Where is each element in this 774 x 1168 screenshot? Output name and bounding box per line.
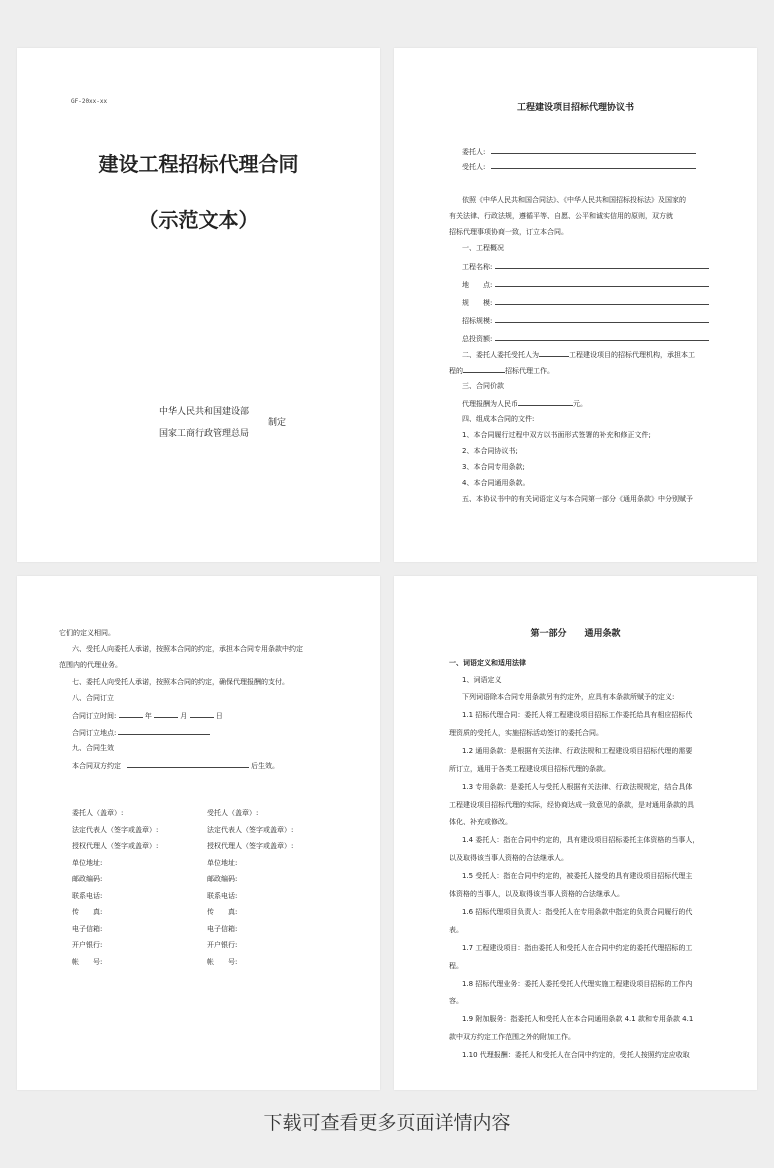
document-code: GF-20xx-xx [71, 98, 108, 105]
client-sign-field: 授权代理人（签字或盖章）: [72, 842, 159, 850]
client-line [491, 146, 696, 154]
p3-line-5: 八、合同订立 [72, 694, 114, 702]
definitions-intro: 下列词语除本合同专用条款另有约定外，应具有本条款所赋予的定义: [462, 693, 675, 701]
definition-line: 1.10 代理报酬：委托人和受托人在合同中约定的，受托人按照约定应收取 [462, 1051, 690, 1060]
fee-label: 代理报酬为人民币 [462, 400, 518, 408]
investment-line [495, 333, 709, 341]
section-3-heading: 三、合同价款 [462, 382, 504, 390]
definition-line: 1.3 专用条款：是委托人与受托人根据有关法律、行政法规规定，结合具体 [462, 782, 693, 791]
p3-line-1: 它们的定义相同。 [59, 629, 115, 637]
client-sign-field: 邮政编码: [72, 875, 103, 883]
definition-line: 体资格的当事人，以及取得该当事人资格的合法继承人。 [449, 890, 624, 898]
effective-suffix: 后生效。 [251, 762, 279, 770]
client-sign-field: 开户银行: [72, 941, 103, 949]
location-line [495, 279, 709, 287]
issued-label: 制定 [268, 418, 287, 428]
client-sign-field: 帐 号: [72, 957, 103, 966]
document-item-1: 1、本合同履行过程中双方以书面形式签署的补充和修正文件; [462, 431, 651, 439]
scale-line [495, 297, 709, 305]
tender-scope-line [495, 315, 709, 323]
definition-line: 款中双方约定工作范围之外的附加工作。 [449, 1033, 575, 1042]
document-item-2: 2、本合同协议书; [462, 447, 518, 455]
section-2-part-b: 工程建设项目的招标代理机构，承担本工 [569, 351, 695, 359]
year-line [119, 710, 143, 718]
definition-line: 1.5 受托人：指在合同中约定的，被委托人接受的具有建设项目招标代理主 [462, 872, 693, 881]
definition-line: 程。 [449, 961, 463, 970]
sign-place-line [118, 727, 210, 735]
definition-line: 1.9 附加服务：指委托人和受托人在本合同通用条款 4.1 款和专用条款 4.1 [462, 1015, 694, 1024]
definition-line: 1.7 工程建设项目：指由委托人和受托人在合同中约定的委托代理招标的工 [462, 943, 693, 952]
general-terms-title: 第一部分 通用条款 [530, 629, 621, 639]
issuer-ministry: 中华人民共和国建设部 [159, 407, 250, 417]
agent-sign-field: 受托人（盖章）: [207, 809, 259, 817]
sign-place-label: 合同订立地点: [72, 729, 117, 737]
agent-sign-field: 电子信箱: [207, 924, 238, 933]
definition-line: 工程建设项目招标代理的实际，经协商达成一致意见的条款，是对通用条款的具 [449, 800, 694, 809]
page-signatures [17, 576, 380, 1090]
sign-time-label: 合同订立时间: [72, 712, 117, 720]
client-sign-field: 联系电话: [72, 891, 103, 900]
agreement-title: 工程建设项目招标代理协议书 [516, 103, 634, 113]
section-1-heading: 一、工程概况 [462, 244, 504, 252]
p3-line-6: 九、合同生效 [72, 744, 114, 752]
cover-subtitle: （示范文本） [138, 208, 259, 232]
project-name-label: 工程名称: [462, 263, 493, 271]
day-line [190, 710, 214, 718]
month-line [154, 710, 178, 718]
definitions-subheading: 1、词语定义 [462, 676, 502, 684]
cover-title: 建设工程招标代理合同 [98, 152, 299, 176]
section-2-part-c: 程的 [449, 367, 463, 375]
intro-line-1: 依照《中华人民共和国合同法》、《中华人民共和国招标投标法》及国家的 [462, 196, 686, 204]
definition-line: 1.2 通用条款：是根据有关法律、行政法规和工程建设项目招标代理的需要 [462, 746, 693, 755]
definition-line: 容。 [449, 997, 463, 1006]
section-5-text: 五、本协议书中的有关词语定义与本合同第一部分《通用条款》中分别赋予 [462, 495, 693, 503]
definition-line: 体化、补充或修改。 [449, 818, 512, 827]
agent-line [491, 161, 696, 169]
client-label: 委托人: [462, 148, 486, 156]
download-more-caption: 下载可查看更多页面详情内容 [263, 1112, 511, 1134]
definitions-heading: 一、词语定义和适用法律 [449, 659, 526, 667]
definition-line: 1.8 招标代理业务：委托人委托受托人代理实施工程建设项目招标的工作内 [462, 979, 693, 988]
scale-label: 规 模: [462, 299, 493, 307]
p3-line-4: 七、委托人向受托人承诺，按照本合同的约定，确保代理报酬的支付。 [72, 678, 289, 686]
page-agreement [394, 48, 757, 562]
project-name-line [495, 261, 709, 269]
document-item-4: 4、本合同通用条款。 [462, 479, 530, 487]
definition-line: 1.1 招标代理合同：委托人将工程建设项目招标工作委托给具有相应招标代 [462, 711, 693, 719]
client-sign-field: 委托人（盖章）: [72, 809, 124, 817]
document-item-3: 3、本合同专用条款; [462, 463, 525, 471]
day-label: 日 [215, 712, 223, 720]
fee-unit: 元。 [573, 400, 587, 408]
tender-scope-label: 招标规模: [462, 317, 493, 325]
agent-sign-field: 联系电话: [207, 891, 238, 900]
agent-sign-field: 授权代理人（签字或盖章）: [207, 842, 294, 850]
p3-line-3: 范围内的代理业务。 [59, 661, 122, 669]
client-sign-field: 传 真: [72, 908, 103, 916]
definition-line: 1.6 招标代理项目负责人：指受托人在专用条款中指定的负责合同履行的代 [462, 907, 693, 916]
issuer-administration: 国家工商行政管理总局 [159, 429, 250, 439]
location-label: 地 点: [462, 281, 493, 289]
definition-line: 1.4 委托人：指在合同中约定的，具有建设项目招标委托主体资格的当事人， [462, 836, 700, 845]
effective-line [127, 760, 249, 768]
section-2-part-d: 招标代理工作。 [505, 367, 554, 375]
client-sign-field: 法定代表人（签字或盖章）: [72, 825, 159, 834]
page-general-terms [394, 576, 757, 1090]
agent-sign-field: 帐 号: [207, 957, 238, 966]
fee-line [518, 398, 573, 406]
agent-sign-field: 单位地址: [207, 858, 238, 867]
section-2-part-a: 二、委托人委托受托人为 [462, 351, 539, 359]
section-2-blank-2 [463, 365, 505, 373]
agent-sign-field: 传 真: [207, 908, 238, 916]
investment-label: 总投资额: [462, 335, 493, 343]
definition-line: 理资质的受托人，实施招标活动签订的委托合同。 [449, 728, 603, 737]
definition-line: 所订立，通用于各类工程建设项目招标代理的条款。 [449, 764, 610, 773]
p3-line-2: 六、受托人向委托人承诺，按照本合同的约定，承担本合同专用条款中约定 [72, 645, 303, 653]
section-2-blank [539, 349, 569, 357]
month-label: 月 [180, 712, 188, 720]
intro-line-2: 有关法律、行政法规，遵循平等、自愿、公平和诚实信用的原则，双方就 [449, 212, 673, 220]
page-cover [17, 48, 380, 562]
agent-sign-field: 法定代表人（签字或盖章）: [207, 825, 294, 834]
agent-sign-field: 邮政编码: [207, 875, 238, 883]
agent-label: 受托人: [462, 163, 486, 171]
client-sign-field: 单位地址: [72, 858, 103, 867]
agent-sign-field: 开户银行: [207, 941, 238, 949]
intro-line-3: 招标代理事项协商一致，订立本合同。 [449, 228, 568, 236]
definition-line: 表。 [449, 925, 463, 934]
definition-line: 以及取得该当事人资格的合法继承人。 [449, 854, 568, 863]
section-4-heading: 四、组成本合同的文件: [462, 415, 535, 423]
client-sign-field: 电子信箱: [72, 924, 103, 933]
year-label: 年 [144, 712, 152, 720]
effective-label: 本合同双方约定 [72, 762, 121, 770]
